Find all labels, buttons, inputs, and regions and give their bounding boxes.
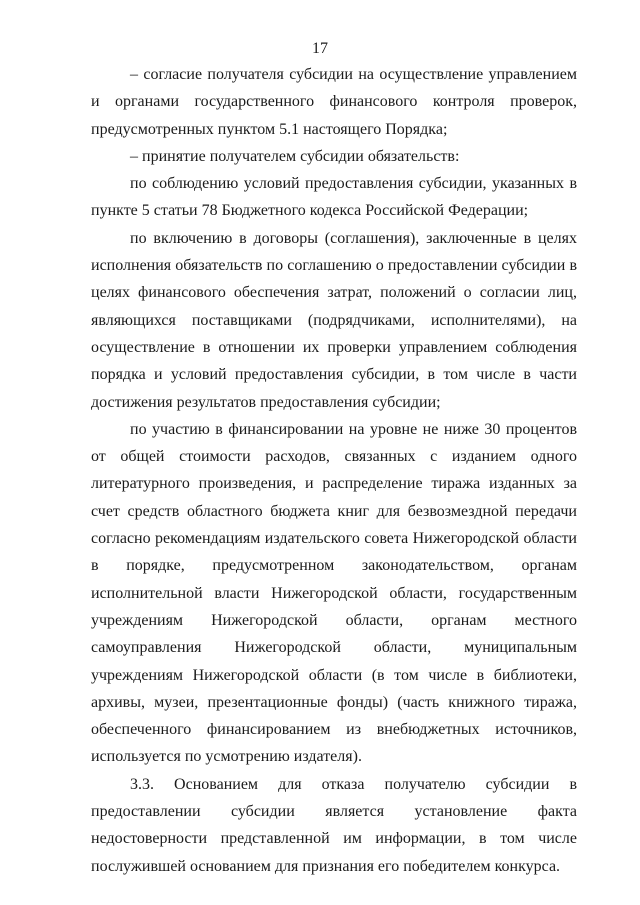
paragraph-contract-inclusion: по включению в договоры (соглашения), заключенные в целях исполнения обязательств по соглашению о предоставлении субсидии в целях финансового обеспечения затрат, положений о согласии лиц, являющихся поставщиками (подрядчиками, исполнителями), на осуществление в отношении их проверки управлением соблюдения порядка и условий предоставления субсидии, в том числе в части достижения результатов предоставления субсидии; (91, 229, 577, 411)
paragraph-obligations-intro: – принятие получателем субсидии обязательств: (130, 147, 460, 165)
paragraph-financing-participation: по участию в финансировании на уровне не ниже 30 процентов от общей стоимости расходов, связанных с изданием одного литературного произведения, и распределение тиража изданных за счет средств областного бюджета книг для безвозмездной передачи согласно рекомендациям издательского совета Нижегородской области в порядке, предусмотренном законодательством, органам исполнительной власти Нижегородской области, государственным учреждениям Нижегородской области, органам местного самоуправления Нижегородской области, муниципальным учреждениям Нижегородской области (в том числе в библиотеки, архивы, музеи, презентационные фонды) (часть книжного тиража, обеспеченного финансированием из внебюджетных источников, используется по усмотрению издателя). (91, 420, 577, 766)
paragraph-compliance-conditions: по соблюдению условий предоставления субсидии, указанных в пункте 5 статьи 78 Бюджетного кодекса Российской Федерации; (91, 175, 577, 220)
paragraph-consent-inspections: – согласие получателя субсидии на осуществление управлением и органами государственного финансового контроля проверок, предусмотренных пунктом 5.1 настоящего Порядка; (91, 66, 577, 138)
paragraph-refusal-grounds: 3.3. Основанием для отказа получателю субсидии в предоставлении субсидии является установление факта недостоверности представленной им информации, в том числе послужившей основанием для признания его победителем конкурса. (91, 775, 577, 875)
document-body (91, 61, 577, 880)
page-number: 17 (312, 40, 328, 57)
